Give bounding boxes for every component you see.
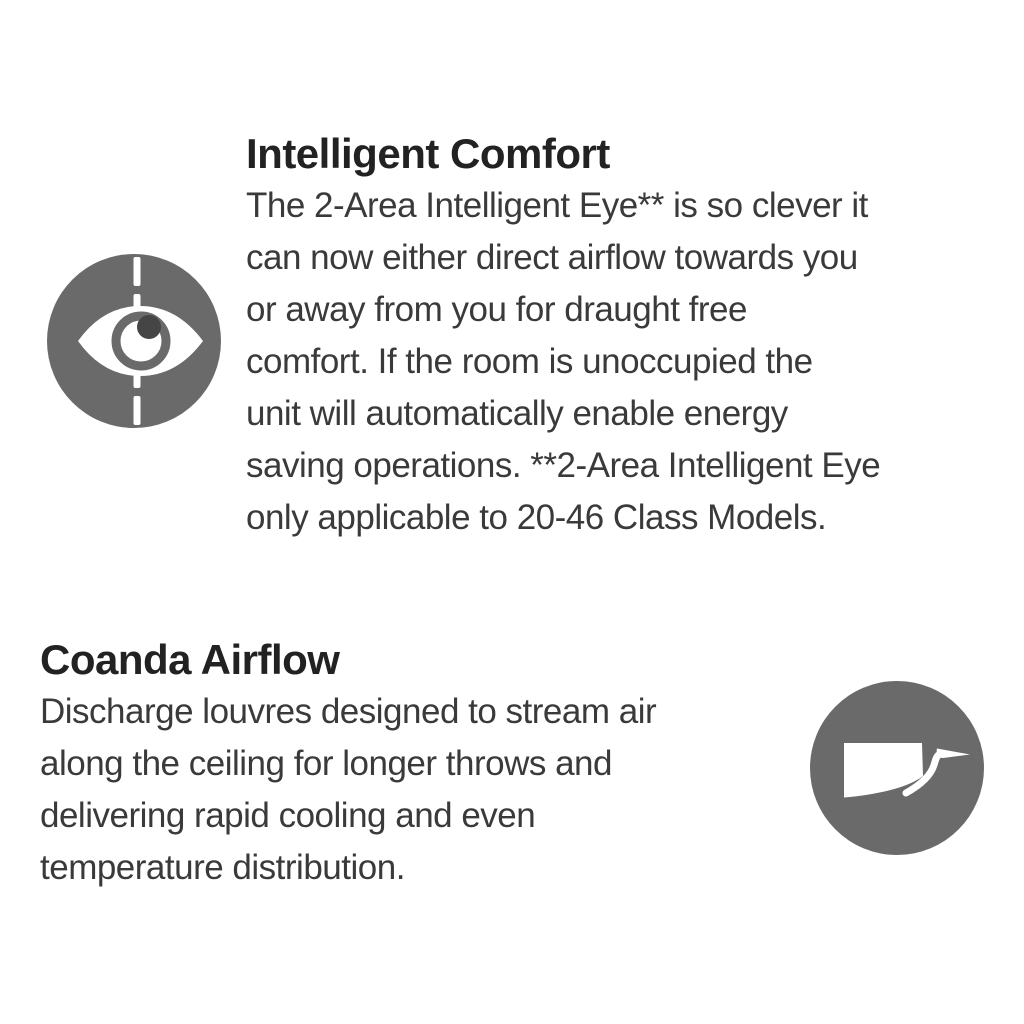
coanda-airflow-icon — [810, 681, 984, 855]
body-line: comfort. If the room is unoccupied the — [246, 342, 813, 381]
coanda-airflow-heading: Coanda Airflow — [40, 636, 340, 683]
dash-top-long — [134, 257, 141, 286]
body-line: only applicable to 20-46 Class Models. — [246, 498, 827, 537]
body-line: saving operations. **2-Area Intelligent Eye — [246, 446, 881, 485]
body-line: The 2-Area Intelligent Eye** is so clever it — [246, 186, 868, 225]
dash-bottom-long — [134, 396, 141, 425]
body-line: can now either direct airflow towards you — [246, 238, 858, 277]
intelligent-comfort-text — [246, 128, 880, 544]
body-line: or away from you for draught free — [246, 290, 747, 329]
intelligent-comfort-paragraph — [246, 180, 880, 544]
body-line: unit will automatically enable energy — [246, 394, 788, 433]
intelligent-comfort-heading: Intelligent Comfort — [246, 130, 610, 177]
intelligent-eye-icon — [47, 254, 221, 428]
coanda-airflow-paragraph — [40, 686, 656, 894]
body-line: Discharge louvres designed to stream air — [40, 692, 657, 731]
eye-pupil — [137, 315, 161, 339]
body-line: along the ceiling for longer throws and — [40, 744, 612, 783]
body-line: temperature distribution. — [40, 848, 405, 887]
body-line: delivering rapid cooling and even — [40, 796, 536, 835]
